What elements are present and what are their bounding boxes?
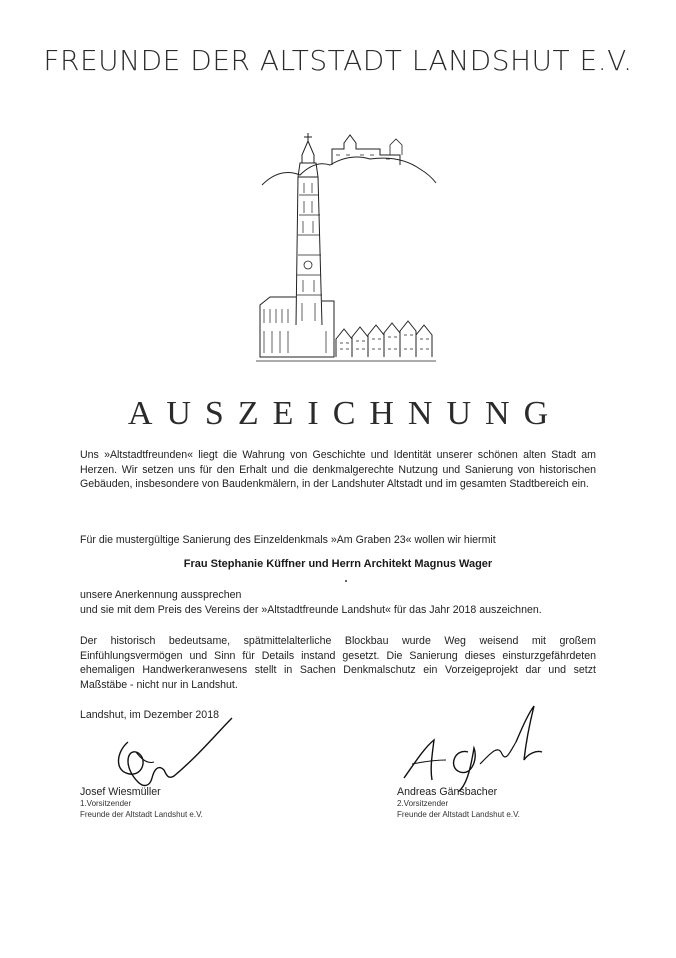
recipients-line: Frau Stephanie Küffner und Herrn Architekt Magnus Wager [183, 558, 493, 570]
intro-paragraph: Uns »Altstadtfreunden« liegt die Wahrung von Geschichte und Identität unserer schönen alten Stadt am Herzen. Wir setzen uns für den Erhalt und die denkmalgerechte Nutzung und Sanierung von historischen Gebäuden, insbesondere von Baudenkmälern, in der Landshuter Altstadt und im gesamten Stadtbereich ein. [80, 449, 596, 491]
date-line: Landshut, im Dezember 2018 [80, 709, 219, 721]
center-dot [345, 580, 347, 582]
signatory-right-role: 2.Vorsitzender [397, 799, 449, 808]
signatory-right [397, 786, 520, 820]
recognition-line-1: unsere Anerkennung aussprechen [80, 589, 242, 601]
description-paragraph: Der historisch bedeutsame, spätmittelalterliche Blockbau wurde Weg weisend mit großem Einfühlungsvermögen und Sinn für Details instand gesetzt. Die Sanierung dieses einsturzgefährdeten ehemaligen Handwerkeranwesens stellt in Sachen Denkmalschutz ein Vorzeigeprojekt dar und setzt Maßstäbe - nicht nur in Landshut. [80, 635, 596, 691]
award-heading: AUSZEICHNUNG [127, 395, 563, 432]
recognition-line-2: und sie mit dem Preis des Vereins der »Altstadtfreunde Landshut« für das Jahr 2018 auszeichnen. [80, 603, 542, 616]
signature-andreas-gaensbacher [398, 702, 548, 794]
landshut-skyline-illustration [250, 125, 440, 370]
signatory-right-name: Andreas Gänsbacher [397, 786, 498, 798]
dedication-paragraph: Für die mustergültige Sanierung des Einzeldenkmals »Am Graben 23« wollen wir hiermit [80, 534, 496, 546]
signatory-right-org: Freunde der Altstadt Landshut e.V. [397, 810, 520, 819]
signatory-left [80, 786, 203, 820]
signatory-left-name: Josef Wiesmüller [80, 786, 161, 798]
signatory-left-role: 1.Vorsitzender [80, 799, 132, 808]
recognition-paragraph [80, 588, 596, 617]
organization-title: FREUNDE DER ALTSTADT LANDSHUT E.V. [43, 44, 633, 77]
signatory-left-org: Freunde der Altstadt Landshut e.V. [80, 810, 203, 819]
